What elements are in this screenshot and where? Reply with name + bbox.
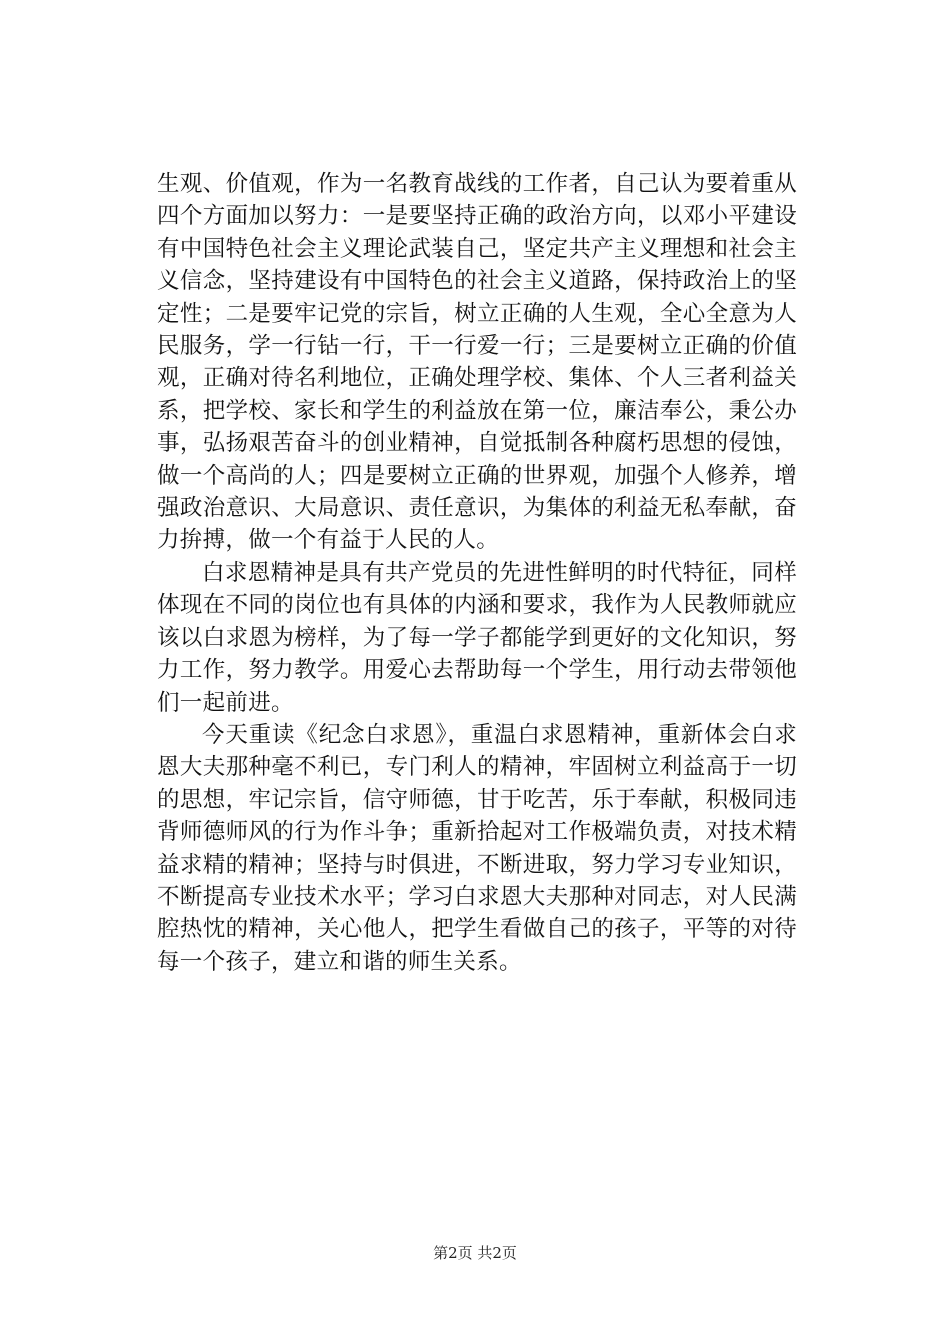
page-number-label: 第2页 共2页	[433, 1244, 517, 1262]
paragraph-bethune-spirit: 白求恩精神是具有共产党员的先进性鲜明的时代特征，同样体现在不同的岗位也有具体的内涵和要求，我作为人民教师就应该以白求恩为榜样，为了每一学子都能学到更好的文化知识，努力工作，努力教学。用爱心去帮助每一个学生，用行动去带领他们一起前进。	[157, 559, 797, 716]
paragraph-reread-commemoration: 今天重读《纪念白求恩》，重温白求恩精神，重新体会白求恩大夫那种毫不利已，专门利人的精神，牢固树立利益高于一切的思想，牢记宗旨，信守师德，甘于吃苦，乐于奉献，积极同违背师德师风的行为作斗争；重新拾起对工作极端负责，对技术精益求精的精神；坚持与时俱进，不断进取，努力学习专业知识，不断提高专业技术水平；学习白求恩大夫那种对同志，对人民满腔热忱的精神，关心他人，把学生看做自己的孩子，平等的对待每一个孩子，建立和谐的师生关系。	[157, 721, 797, 975]
page-footer	[0, 1243, 950, 1263]
document-body	[157, 168, 797, 978]
paragraph-continuation: 生观、价值观，作为一名教育战线的工作者，自己认为要着重从四个方面加以努力：一是要坚持正确的政治方向，以邓小平建设有中国特色社会主义理论武装自己，坚定共产主义理想和社会主义信念，坚持建设有中国特色的社会主义道路，保持政治上的坚定性；二是要牢记党的宗旨，树立正确的人生观，全心全意为人民服务，学一行钻一行，干一行爱一行；三是要树立正确的价值观，正确对待名利地位，正确处理学校、集体、个人三者利益关系，把学校、家长和学生的利益放在第一位，廉洁奉公，秉公办事，弘扬艰苦奋斗的创业精神，自觉抵制各种腐朽思想的侵蚀，做一个高尚的人；四是要树立正确的世界观，加强个人修养，增强政治意识、大局意识、责任意识，为集体的利益无私奉献，奋力拚搏，做一个有益于人民的人。	[157, 171, 797, 554]
